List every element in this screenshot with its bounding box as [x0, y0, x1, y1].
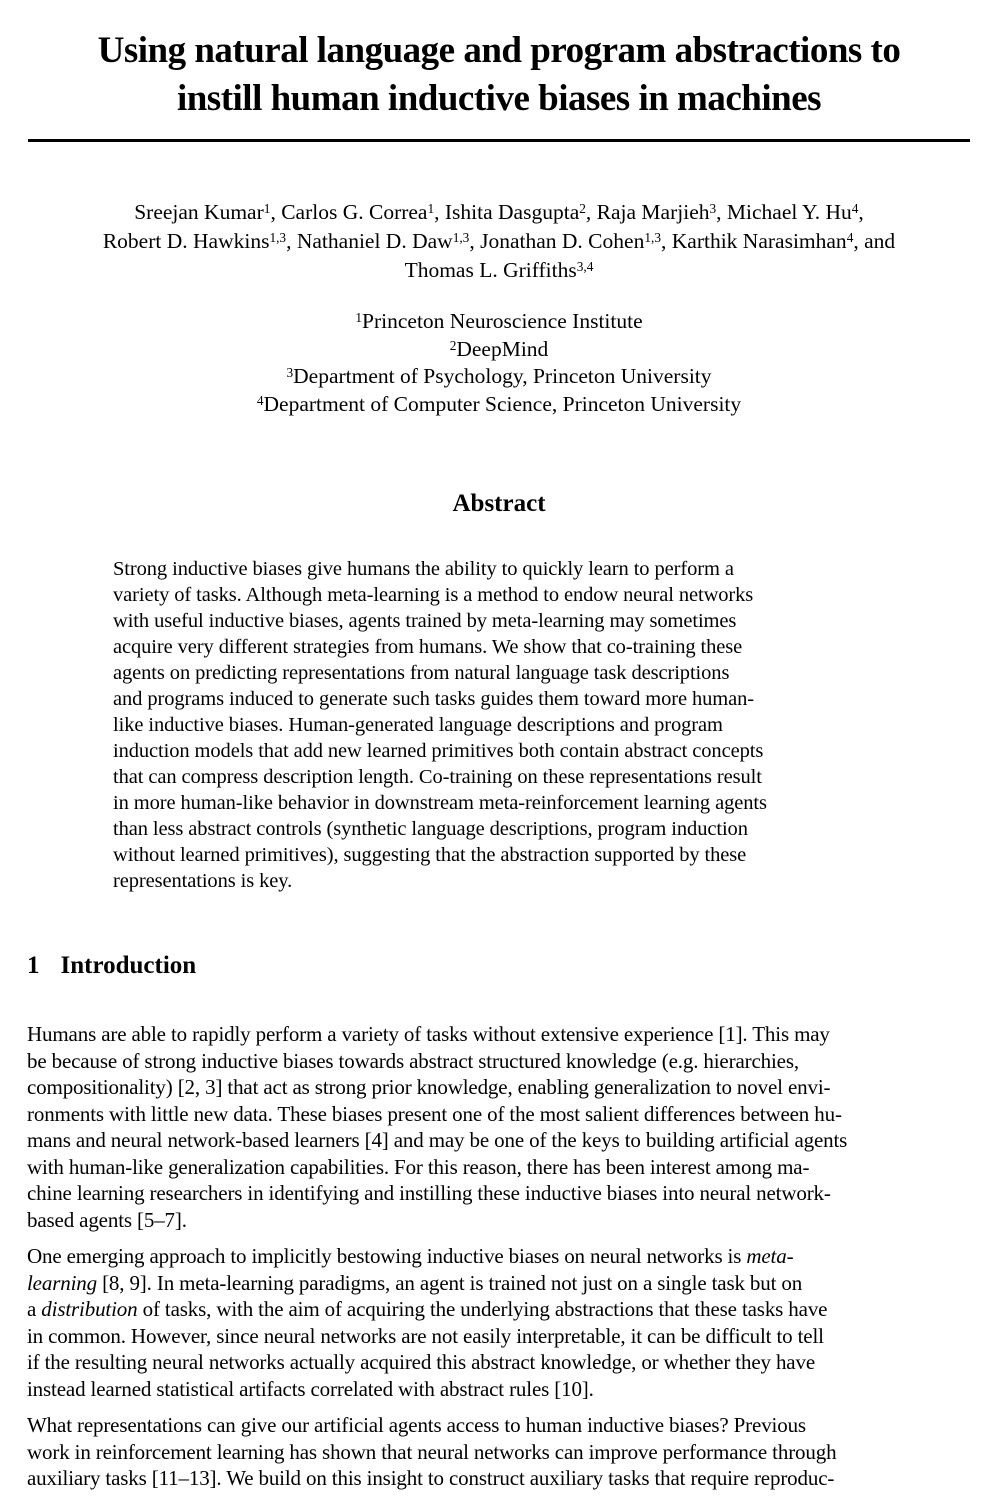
text-segment: ,: [858, 200, 864, 224]
author-block: [30, 198, 968, 285]
superscript: 3: [709, 201, 717, 217]
text-line: [27, 1207, 970, 1234]
text-segment: One emerging approach to implicitly bestowing inductive biases on neural networks is: [27, 1244, 747, 1268]
text-line: [113, 608, 891, 634]
text-line: [30, 363, 968, 391]
text-segment: instead learned statistical artifacts correlated with abstract rules [10].: [27, 1376, 594, 1401]
text-line: [27, 1180, 970, 1207]
abstract-heading: Abstract: [452, 490, 546, 517]
text-segment: in more human-like behavior in downstream meta-reinforcement learning agents: [113, 792, 767, 814]
text-segment: Princeton Neuroscience Institute: [362, 309, 643, 333]
text-line: [113, 634, 891, 660]
text-segment: like inductive biases. Human-generated language descriptions and program: [113, 714, 723, 736]
text-segment: if the resulting neural networks actually acquired this abstract knowledge, or whether they have: [27, 1350, 815, 1374]
text-line: [27, 1465, 970, 1492]
text-segment: Strong inductive biases give humans the ability to quickly learn to perform a: [113, 558, 734, 580]
text-segment: without learned primitives), suggesting that the abstraction supported by these: [113, 844, 747, 866]
text-line: [20, 27, 978, 75]
text-line: [113, 556, 891, 582]
italic-text: meta-: [746, 1244, 794, 1268]
text-line: [30, 308, 968, 336]
text-line: [27, 1101, 970, 1128]
superscript: 4: [851, 201, 859, 217]
paper-title: [20, 27, 978, 123]
text-segment: Department of Psychology, Princeton University: [293, 364, 712, 388]
text-segment: Robert D. Hawkins: [102, 229, 270, 253]
text-segment: agents on predicting representations from natural language task descriptions: [113, 662, 730, 684]
text-segment: , Raja Marjieh: [585, 200, 710, 224]
text-segment: representations is key.: [113, 870, 293, 892]
text-line: [113, 582, 891, 608]
text-segment: a: [27, 1297, 42, 1321]
title-rule: [28, 139, 970, 142]
intro-paragraph-2: [27, 1243, 970, 1402]
text-line: [27, 1127, 970, 1154]
text-line: [27, 1048, 970, 1075]
text-line: [30, 391, 968, 419]
text-segment: , Karthik Narasimhan: [661, 229, 847, 253]
superscript: 1: [427, 201, 435, 217]
text-segment: instill human inductive biases in machines: [176, 78, 822, 119]
superscript: 1: [355, 310, 363, 326]
text-segment: Sreejan Kumar: [134, 200, 264, 224]
text-line: [113, 790, 891, 816]
text-line: [113, 712, 891, 738]
text-line: [30, 227, 968, 256]
text-line: [27, 1439, 970, 1466]
text-line: [20, 75, 978, 123]
text-line: [27, 1154, 970, 1181]
abstract-text: [113, 556, 891, 894]
text-segment: work in reinforcement learning has shown that neural networks can improve performance through: [27, 1439, 837, 1464]
superscript: 2: [579, 201, 586, 217]
text-segment: mans and neural network-based learners [4] and may be one of the keys to building artificial agents: [27, 1128, 848, 1152]
text-segment: Department of Computer Science, Princeton University: [263, 391, 742, 416]
text-segment: induction models that add new learned primitives both contain abstract concepts: [113, 740, 764, 762]
text-segment: with useful inductive biases, agents trained by meta-learning may sometimes: [113, 610, 737, 632]
superscript: 4: [846, 230, 854, 246]
text-segment: [8, 9]. In meta-learning paradigms, an agent is trained not just on a single task but on: [96, 1270, 803, 1295]
text-line: [27, 1376, 970, 1403]
text-line: [30, 198, 968, 227]
text-line: [27, 1243, 970, 1270]
text-segment: Humans are able to rapidly perform a variety of tasks without extensive experience [1]. This may: [27, 1022, 830, 1046]
section-number: 1: [27, 952, 40, 979]
text-segment: based agents [5–7].: [27, 1207, 187, 1232]
text-segment: ronments with little new data. These biases present one of the most salient differences between hu-: [27, 1101, 842, 1126]
text-segment: What representations can give our artificial agents access to human inductive biases? Previous: [27, 1413, 806, 1437]
text-segment: Using natural language and program abstractions to: [97, 30, 901, 71]
text-segment: auxiliary tasks [11–13]. We build on this insight to construct auxiliary tasks that require reproduc-: [27, 1466, 835, 1490]
text-segment: , Nathaniel D. Daw: [286, 229, 453, 253]
text-line: [113, 868, 891, 894]
text-segment: of tasks, with the aim of acquiring the underlying abstractions that these tasks have: [137, 1297, 828, 1321]
text-line: [113, 816, 891, 842]
text-line: [27, 1074, 970, 1101]
text-line: [113, 842, 891, 868]
text-segment: , Jonathan D. Cohen: [469, 229, 645, 253]
superscript: 3,4: [576, 259, 594, 275]
text-line: [30, 336, 968, 364]
superscript: 1,3: [269, 230, 287, 246]
italic-text: distribution: [41, 1297, 138, 1321]
intro-paragraph-3: [27, 1412, 970, 1492]
text-segment: chine learning researchers in identifying and instilling these inductive biases into neural network-: [27, 1181, 831, 1205]
intro-paragraph-1: [27, 1021, 970, 1233]
text-line: [30, 256, 968, 285]
italic-text: learning: [27, 1270, 97, 1295]
text-segment: Thomas L. Griffiths: [404, 258, 577, 282]
superscript: 1,3: [452, 230, 470, 246]
text-segment: variety of tasks. Although meta-learning is a method to endow neural networks: [113, 584, 754, 606]
text-line: [113, 764, 891, 790]
text-segment: acquire very different strategies from humans. We show that co-training these: [113, 636, 743, 658]
superscript: 1: [263, 201, 271, 217]
text-segment: and programs induced to generate such tasks guides them toward more human-: [113, 688, 755, 710]
text-segment: with human-like generalization capabilities. For this reason, there has been interest among ma-: [27, 1154, 810, 1179]
text-segment: compositionality) [2, 3] that act as strong prior knowledge, enabling generalization to novel envi-: [27, 1075, 831, 1099]
section-title: Introduction: [60, 952, 197, 979]
superscript: 3: [286, 365, 294, 381]
superscript: 2: [449, 337, 457, 353]
text-line: [113, 660, 891, 686]
text-segment: than less abstract controls (synthetic language descriptions, program induction: [113, 818, 748, 840]
text-segment: be because of strong inductive biases towards abstract structured knowledge (e.g. hierarchies,: [27, 1048, 799, 1073]
text-line: [113, 686, 891, 712]
text-segment: , Carlos G. Correa: [270, 200, 428, 224]
superscript: 4: [256, 392, 264, 408]
section-heading-introduction: [27, 951, 970, 981]
text-segment: , Ishita Dasgupta: [434, 200, 580, 224]
text-line: [27, 1021, 970, 1048]
text-line: [27, 1412, 970, 1439]
text-line: [27, 1270, 970, 1297]
text-segment: , Michael Y. Hu: [716, 200, 852, 224]
superscript: 1,3: [644, 230, 661, 246]
text-segment: that can compress description length. Co-training on these representations result: [113, 766, 762, 788]
text-segment: , and: [853, 229, 896, 253]
text-line: [113, 738, 891, 764]
text-line: [27, 1296, 970, 1323]
text-segment: DeepMind: [456, 336, 549, 361]
affiliation-block: [30, 308, 968, 418]
text-segment: in common. However, since neural networks are not easily interpretable, it can be difficult to tell: [27, 1323, 824, 1348]
text-line: [27, 1323, 970, 1350]
text-line: [27, 1349, 970, 1376]
